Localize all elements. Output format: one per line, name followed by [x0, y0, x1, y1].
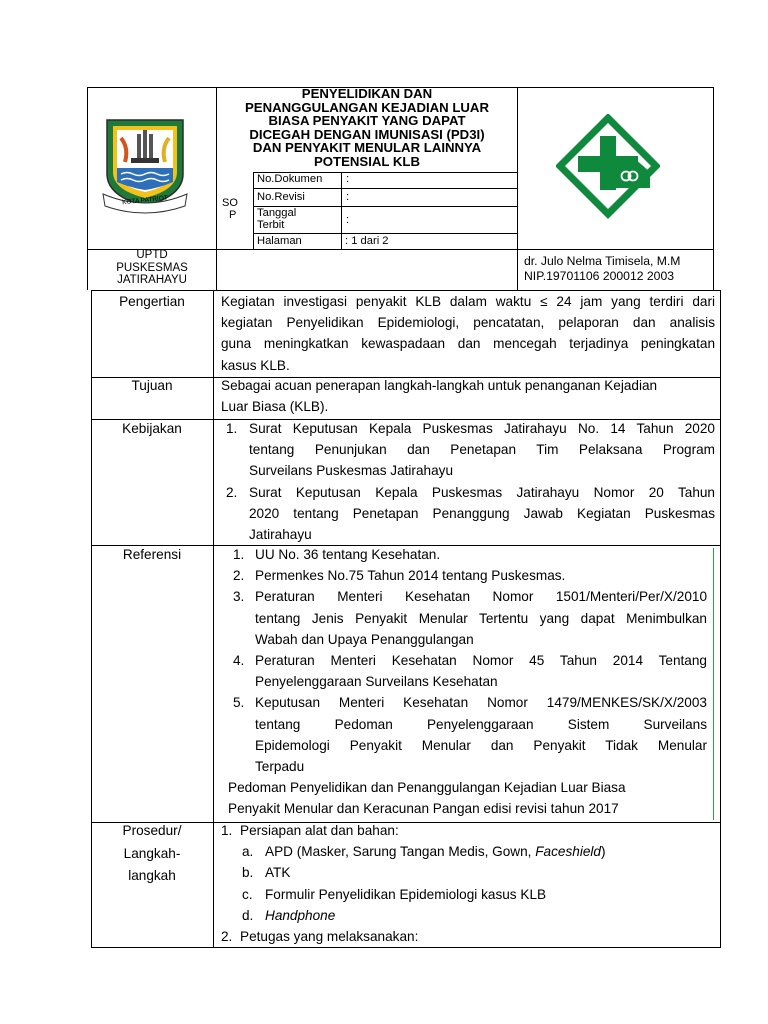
signer-nip: NIP.19701106 200012 2003 — [524, 269, 675, 283]
section-body-kebijakan — [226, 418, 715, 545]
list-item: 3. Peraturan Menteri Kesehatan Nomor 1501/Menteri/Per/X/2010 tentang Jenis Penyakit Menular Tertentu yang dapat Menimbulkan Wabah dan Upaya Penanggulangan — [233, 589, 707, 647]
list-item: a. APD (Masker, Sarung Tangan Medis, Gown, Faceshield) — [242, 844, 606, 860]
meta-value-no-dokumen: : — [346, 173, 350, 185]
list-item: 1. Persiapan alat dan bahan: — [221, 823, 399, 838]
org-name: UPTD PUSKESMAS JATIRAHAYU — [116, 249, 188, 286]
reference-extra: Pedoman Penyelidikan dan Penanggulangan Kejadian Luar Biasa Penyakit Menular dan Keracunan Pangan edisi revisi tahun 2017 — [228, 780, 626, 817]
list-item: 1. Surat Keputusan Kepala Puskesmas Jatirahayu No. 14 Tahun 2020 tentang Penunjukan dan Penetapan Tim Pelaksana Program Surveilans Puskesmas Jatirahayu — [226, 421, 715, 479]
list-item: 2. Petugas yang melaksanakan: — [221, 929, 419, 945]
logo-banner-text: KOTA PATRIOT — [121, 194, 169, 207]
section-label-tujuan: Tujuan — [131, 378, 173, 393]
puskesmas-cross-icon — [556, 114, 660, 220]
section-body-pengertian: Kegiatan investigasi penyakit KLB dalam waktu ≤ 24 jam yang terdiri dari kegiatan Penyelidikan Epidemiologi, pencatatan, pelaporan dan analisis guna meningkatkan kewaspadaan dan mencegah terjadinya peningkatan kasus KLB. — [221, 294, 715, 373]
meta-label-no-dokumen: No.Dokumen — [257, 173, 323, 185]
list-item: 5. Keputusan Menteri Kesehatan Nomor 1479/MENKES/SK/X/2003 tentang Pedoman Penyelenggaraan Sistem Surveilans Epidemologi Penyakit Menular dan Penyakit Tidak Menular Terpadu — [233, 695, 707, 775]
section-body-prosedur — [221, 820, 715, 947]
meta-value-halaman: : 1 dari 2 — [345, 235, 389, 247]
city-emblem-logo — [95, 112, 195, 214]
puskesmas-logo — [556, 114, 660, 220]
list-item: 2. Surat Keputusan Kepala Puskesmas Jatirahayu Nomor 20 Tahun 2020 tentang Penetapan Penanggung Jawab Kegiatan Puskesmas Jatirahayu — [226, 484, 715, 543]
section-label-kebijakan: Kebijakan — [122, 421, 182, 436]
section-body-referensi — [228, 544, 707, 820]
list-item: c. Formulir Penyelidikan Epidemiologi kasus KLB — [242, 886, 547, 902]
sop-label: SO P — [222, 197, 238, 221]
list-item: 1. UU No. 36 tentang Kesehatan. — [233, 547, 441, 562]
meta-label-tanggal-terbit: Tanggal Terbit — [257, 207, 297, 231]
section-label-prosedur: Prosedur/ Langkah- langkah — [122, 823, 182, 883]
meta-value-tanggal-terbit: : — [346, 214, 350, 226]
list-item: b. ATK — [242, 865, 291, 881]
section-body-tujuan: Sebagai acuan penerapan langkah-langkah untuk penanganan Kejadian Luar Biasa (KLB). — [221, 378, 658, 415]
meta-label-no-revisi: No.Revisi — [257, 191, 305, 203]
section-label-referensi: Referensi — [122, 547, 182, 562]
signer-block — [524, 254, 680, 284]
list-item: d. Handphone — [242, 907, 336, 923]
document-title: PENYELIDIKAN DAN PENANGGULANGAN KEJADIAN LUAR BIASA PENYAKIT YANG DAPAT DICEGAH DENGAN IMUNISASI (PD3I) DAN PENYAKIT MENULAR LAINNYA POTENSIAL KLB — [245, 86, 489, 169]
section-label-pengertian: Pengertian — [119, 294, 185, 309]
list-item: 4. Peraturan Menteri Kesehatan Nomor 45 Tahun 2014 Tentang Penyelenggaraan Surveilans Kesehatan — [233, 653, 707, 690]
signer-name: dr. Julo Nelma Timisela, M.M — [524, 254, 681, 268]
meta-label-halaman: Halaman — [257, 235, 302, 247]
list-item: 2. Permenkes No.75 Tahun 2014 tentang Puskesmas. — [233, 568, 566, 584]
meta-value-no-revisi: : — [346, 191, 350, 203]
